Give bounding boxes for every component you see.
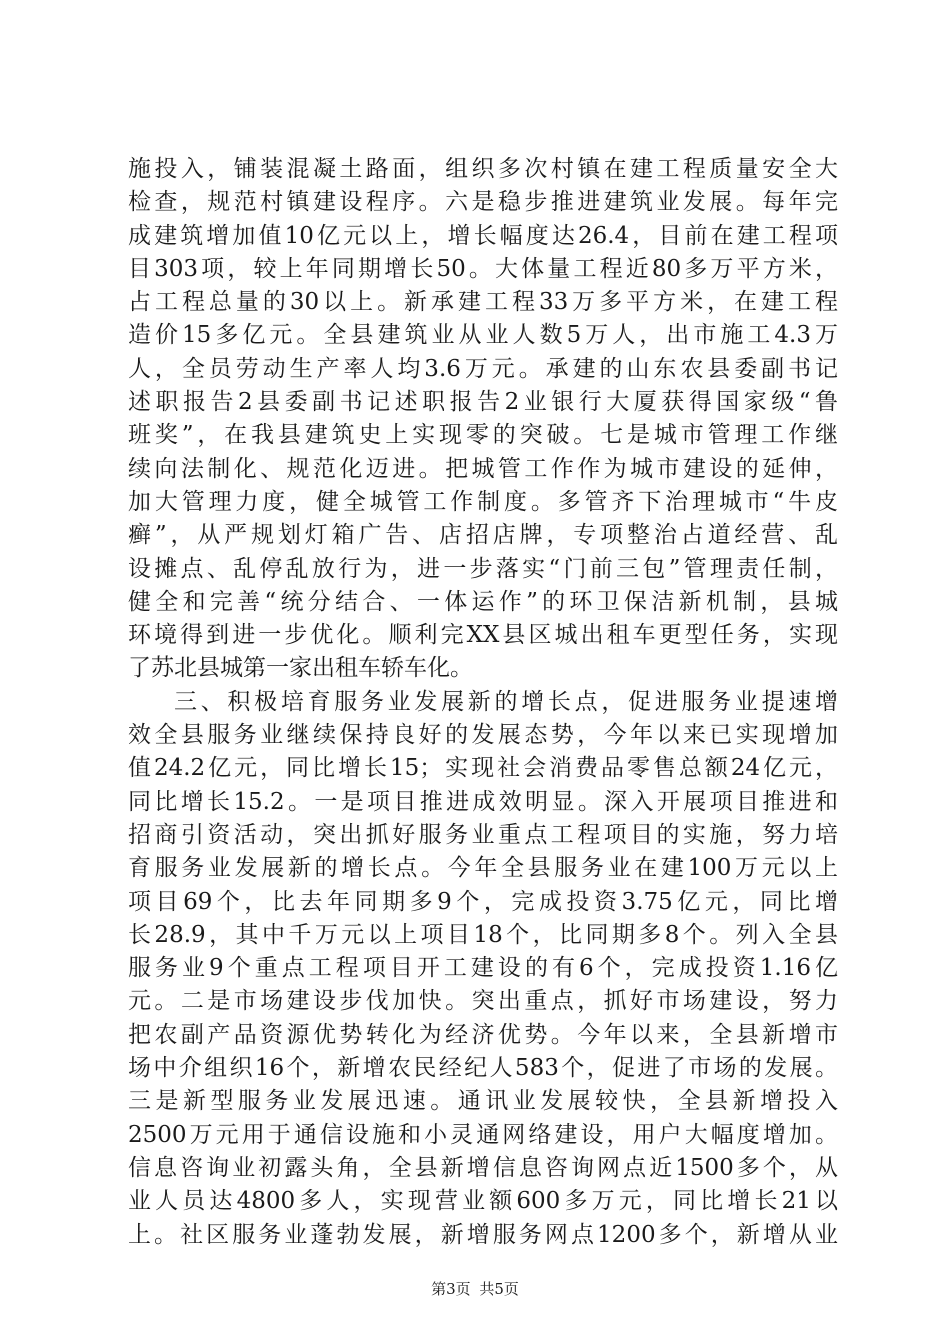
text-line: 造价15多亿元。全县建筑业从业人数5万人，出市施工4.3万 bbox=[128, 322, 838, 349]
text-line: 了苏北县城第一家出租车轿车化。 bbox=[128, 655, 473, 682]
text-line: 长28.9，其中千万元以上项目18个，比同期多8个。列入全县 bbox=[128, 921, 838, 948]
text-line: 环境得到进一步优化。顺利完XX县区城出租车更型任务，实现 bbox=[128, 622, 838, 649]
page-total: 共5页 bbox=[479, 1280, 519, 1298]
text-line: 设摊点、乱停乱放行为，进一步落实“门前三包”管理责任制， bbox=[128, 555, 838, 582]
text-line: 效全县服务业继续保持良好的发展态势，今年以来已实现增加 bbox=[128, 722, 838, 749]
text-line: 上。社区服务业蓬勃发展，新增服务网点1200多个，新增从业 bbox=[128, 1221, 838, 1248]
text-line: 检查，规范村镇建设程序。六是稳步推进建筑业发展。每年完 bbox=[128, 189, 838, 216]
text-line: 项目69个，比去年同期多9个，完成投资3.75亿元，同比增 bbox=[128, 888, 838, 915]
page-footer bbox=[0, 1278, 950, 1299]
text-line: 人，全员劳动生产率人均3.6万元。承建的山东农县委副书记 bbox=[128, 355, 838, 382]
text-line: 癣”，从严规划灯箱广告、店招店牌，专项整治占道经营、乱 bbox=[128, 522, 838, 549]
text-line: 占工程总量的30以上。新承建工程33万多平方米，在建工程 bbox=[128, 289, 838, 316]
text-line: 健全和完善“统分结合、一体运作”的环卫保洁新机制，县城 bbox=[128, 588, 838, 615]
text-line: 招商引资活动，突出抓好服务业重点工程项目的实施，努力培 bbox=[128, 821, 838, 848]
text-line: 业人员达4800多人，实现营业额600多万元，同比增长21以 bbox=[128, 1188, 838, 1215]
text-line: 续向法制化、规范化迈进。把城管工作作为城市建设的延伸， bbox=[128, 455, 838, 482]
text-line: 育服务业发展新的增长点。今年全县服务业在建100万元以上 bbox=[128, 855, 838, 882]
text-line: 把农副产品资源优势转化为经济优势。今年以来，全县新增市 bbox=[128, 1021, 838, 1048]
text-line: 信息咨询业初露头角，全县新增信息咨询网点近1500多个，从 bbox=[128, 1154, 838, 1181]
text-line: 三是新型服务业发展迅速。通讯业发展较快，全县新增投入 bbox=[128, 1088, 838, 1115]
text-line: 成建筑增加值10亿元以上，增长幅度达26.4，目前在建工程项 bbox=[128, 222, 838, 249]
text-line: 三、积极培育服务业发展新的增长点，促进服务业提速增 bbox=[174, 688, 838, 715]
text-line: 同比增长15.2。一是项目推进成效明显。深入开展项目推进和 bbox=[128, 788, 838, 815]
text-line: 元。二是市场建设步伐加快。突出重点，抓好市场建设，努力 bbox=[128, 988, 838, 1015]
text-line: 目303项，较上年同期增长50。大体量工程近80多万平方米， bbox=[128, 255, 838, 282]
text-line: 述职报告2县委副书记述职报告2业银行大厦获得国家级“鲁 bbox=[128, 389, 838, 416]
paragraph bbox=[128, 686, 838, 1252]
page-number: 第3页 bbox=[431, 1280, 471, 1298]
text-line: 场中介组织16个，新增农民经纪人583个，促进了市场的发展。 bbox=[128, 1055, 838, 1082]
text-line: 班奖”，在我县建筑史上实现零的突破。七是城市管理工作继 bbox=[128, 422, 838, 449]
text-line: 2500万元用于通信设施和小灵通网络建设，用户大幅度增加。 bbox=[128, 1121, 838, 1148]
text-line: 加大管理力度，健全城管工作制度。多管齐下治理城市“牛皮 bbox=[128, 488, 838, 515]
text-line: 值24.2亿元，同比增长15；实现社会消费品零售总额24亿元， bbox=[128, 755, 838, 782]
paragraph bbox=[128, 153, 838, 686]
body-text bbox=[128, 153, 838, 1252]
text-line: 服务业9个重点工程项目开工建设的有6个，完成投资1.16亿 bbox=[128, 955, 838, 982]
text-line: 施投入，铺装混凝土路面，组织多次村镇在建工程质量安全大 bbox=[128, 156, 838, 182]
